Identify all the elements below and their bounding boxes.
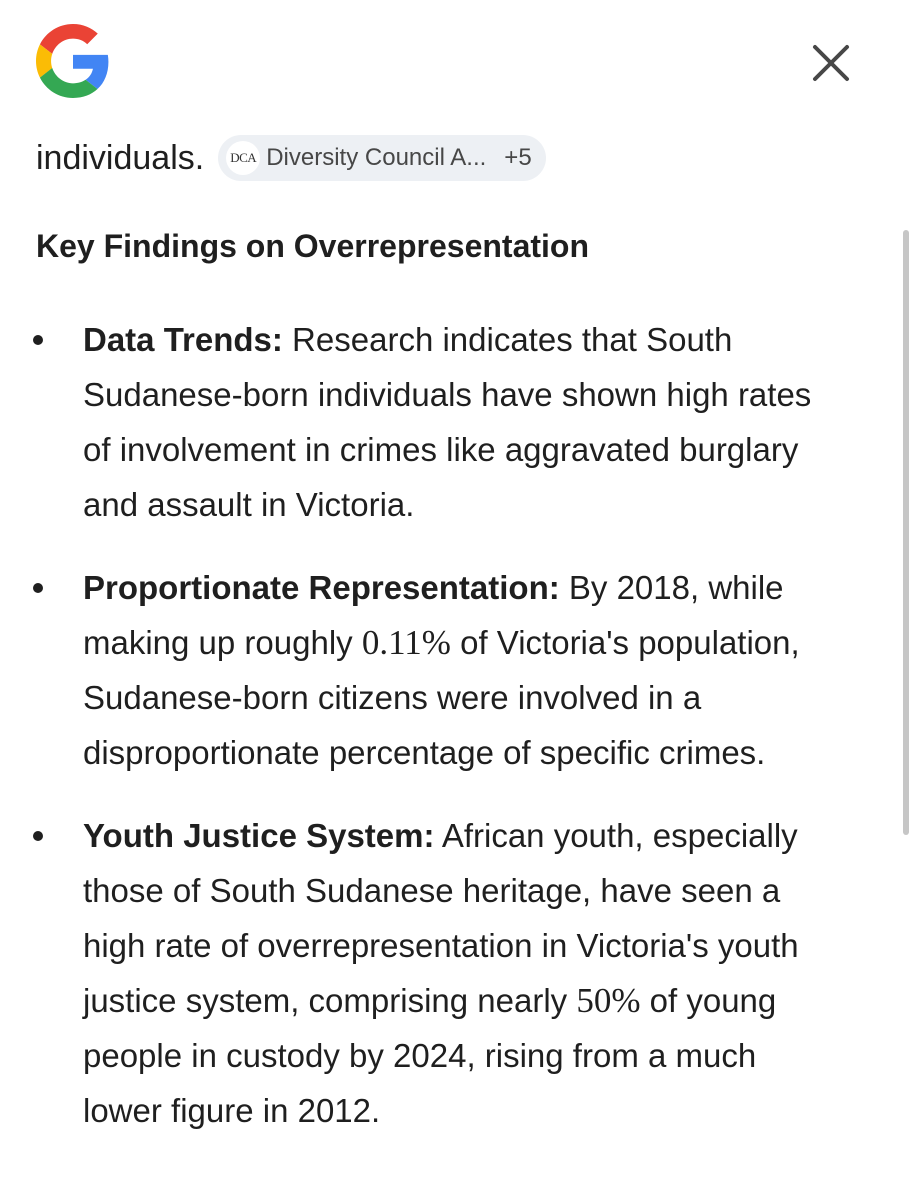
bullet-title: Proportionate Representation: xyxy=(83,569,560,606)
source-chip-label: Diversity Council A... xyxy=(266,144,487,171)
bullet-text: of young people in custody by 2024, rising from a much lower figure in 2012. xyxy=(83,982,777,1129)
bullet-title: Youth Justice System: xyxy=(83,817,435,854)
bullet-title: Data Trends: xyxy=(83,321,283,358)
section-heading: Key Findings on Overrepresentation xyxy=(36,228,589,264)
header-bar xyxy=(0,0,917,120)
list-item xyxy=(0,560,843,780)
bullet-text: By 2018, while making up roughly xyxy=(83,569,784,661)
bullet-dot xyxy=(33,583,43,593)
math-value: 0.11% xyxy=(361,623,451,662)
lead-line xyxy=(36,134,546,182)
list-item xyxy=(0,312,843,532)
bullet-text: of Victoria's population, Sudanese-born citizens were involved in a disproportionate percentage of specific crimes. xyxy=(83,624,800,771)
findings-list xyxy=(0,312,917,1166)
list-item xyxy=(0,808,843,1138)
bullet-text: African youth, especially those of South Sudanese heritage, have seen a high rate of overrepresentation in Victoria's youth justice system, comprising nearly xyxy=(83,817,799,1019)
google-g-logo-icon[interactable] xyxy=(36,24,110,98)
source-chip-count: +5 xyxy=(504,144,532,171)
source-chip[interactable] xyxy=(218,135,545,181)
lead-text: individuals. xyxy=(36,139,205,177)
dca-logo-icon: DCA xyxy=(226,141,260,175)
bullet-dot xyxy=(33,335,43,345)
bullet-text: Research indicates that South Sudanese-born individuals have shown high rates of involvement in crimes like aggravated burglary and assault in Victoria. xyxy=(83,321,812,523)
close-icon[interactable] xyxy=(808,40,854,86)
bullet-dot xyxy=(33,831,43,841)
math-value: 50% xyxy=(576,981,641,1020)
